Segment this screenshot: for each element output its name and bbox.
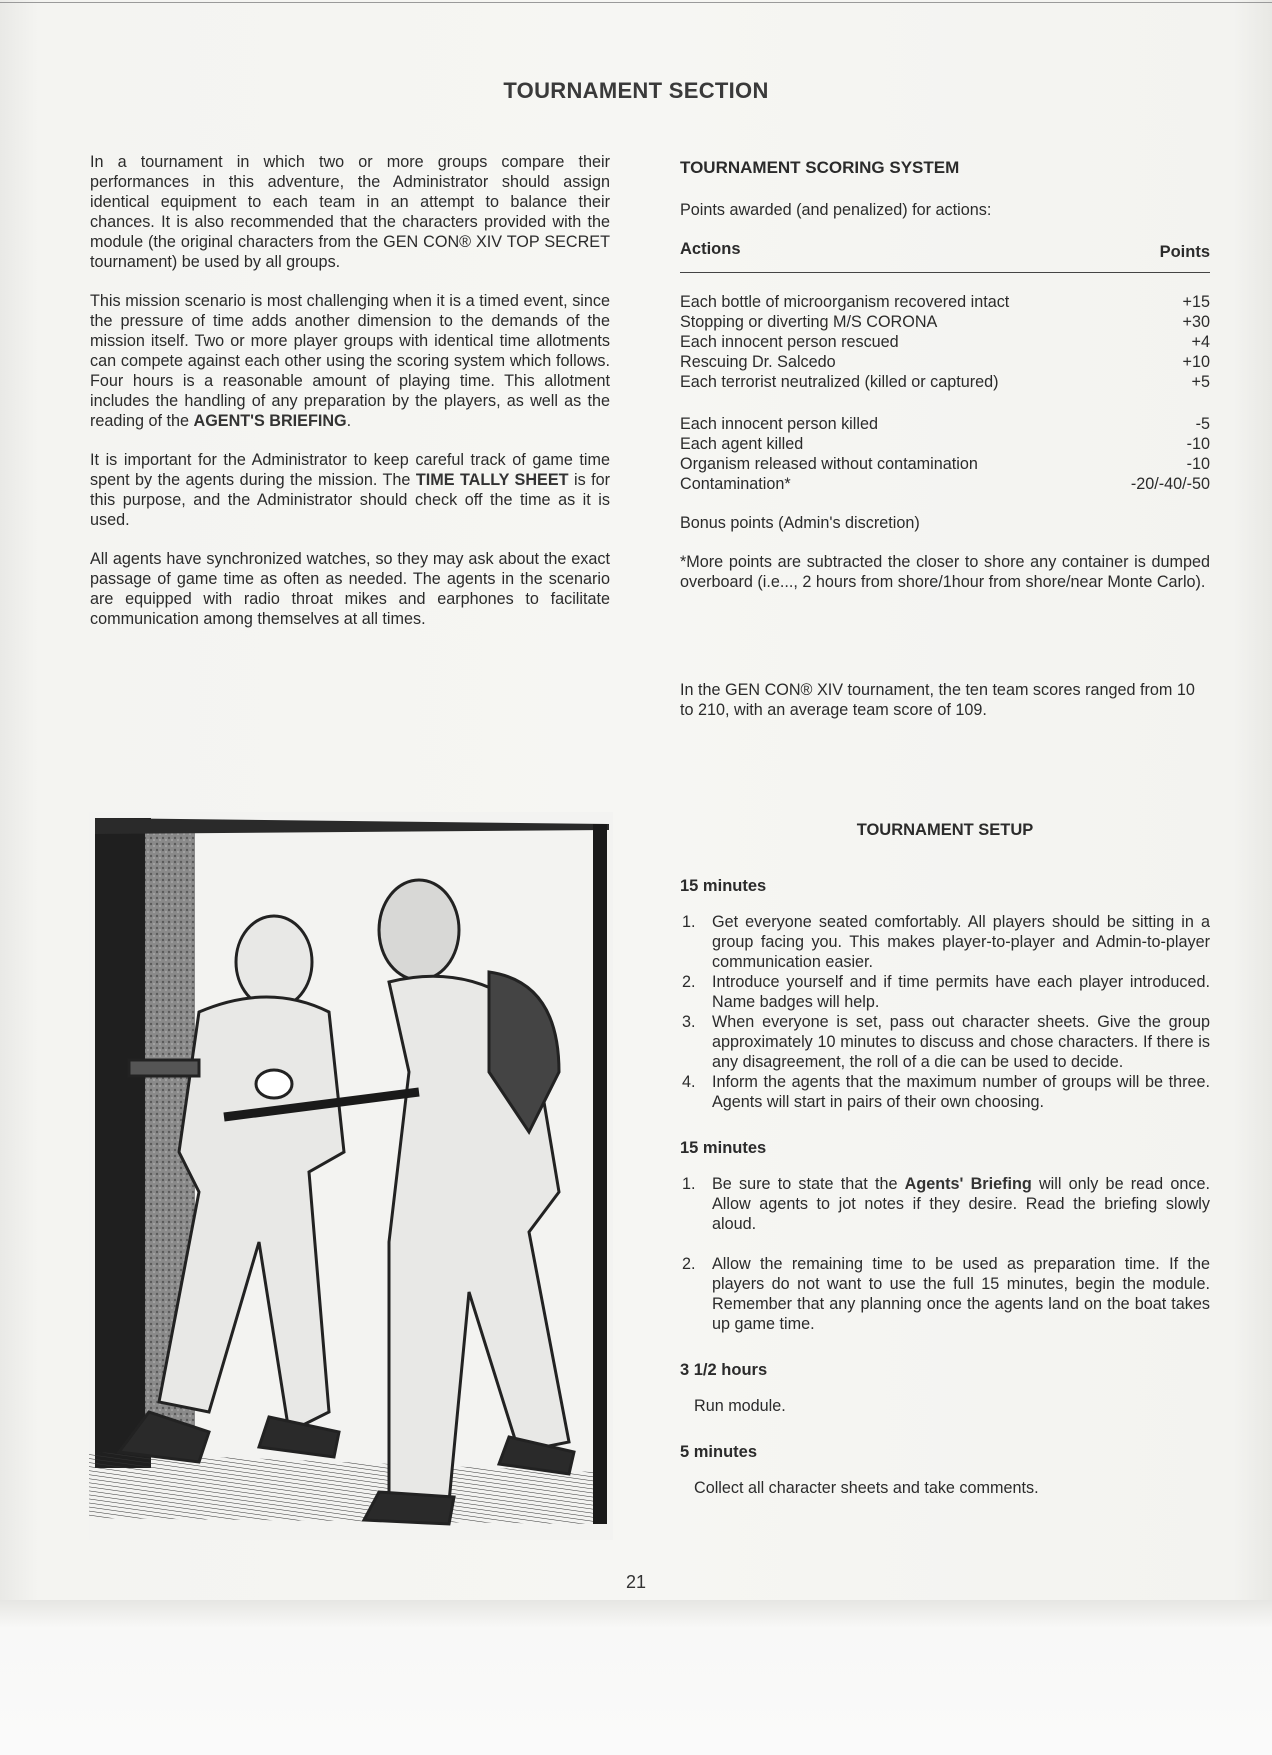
score-row — [680, 292, 1210, 312]
step-text: Get everyone seated comfortably. All players should be sitting in a group facing you. This makes player-to-player and Admin-to-player communication easier. — [712, 913, 1210, 971]
page-title: TOURNAMENT SECTION — [503, 78, 769, 103]
doorframe-right — [593, 824, 607, 1524]
agents-briefing-emphasis: AGENT'S BRIEFING — [193, 412, 347, 430]
score-action: Organism released without contamination — [680, 455, 978, 473]
score-points: +4 — [1191, 333, 1210, 351]
score-points: +5 — [1191, 373, 1210, 391]
score-points: +10 — [1182, 353, 1210, 371]
setup-heading: TOURNAMENT SETUP — [856, 821, 1034, 839]
text-run: Be sure to state that the — [712, 1175, 905, 1193]
setup-section — [680, 820, 1210, 1498]
scoring-intro: Points awarded (and penalized) for actions: — [680, 201, 992, 219]
step-text: Inform the agents that the maximum number of groups will be three. Agents will start in pairs of their own choosing. — [712, 1073, 1210, 1111]
score-action: Each terrorist neutralized (killed or captured) — [680, 373, 999, 391]
step-number: 2. — [682, 1255, 696, 1273]
score-row — [680, 414, 1210, 434]
intro-paragraph-3 — [90, 450, 610, 530]
step-text — [712, 1174, 1210, 1234]
step-text: When everyone is set, pass out character sheets. Give the group approximately 10 minutes to discuss and chose characters. If there is any disagreement, the roll of a die can be used to decide. — [712, 1013, 1210, 1071]
contamination-footnote: *More points are subtracted the closer to shore any container is dumped overboard (i.e..., 2 hours from shore/1hour from shore/near Monte Carlo). — [680, 553, 1210, 591]
agents-illustration — [89, 812, 613, 1540]
text-run: is for this purpose, and the Administrator should check off the time as it is used. — [90, 471, 611, 529]
page-top-edge — [0, 2, 1272, 3]
score-action: Contamination* — [680, 475, 791, 493]
score-action: Rescuing Dr. Salcedo — [680, 353, 836, 371]
score-row — [680, 474, 1210, 494]
text-run: It is important for the Administrator to keep careful track of game time spent by the agents during the mission. The — [90, 451, 610, 489]
score-row — [680, 454, 1210, 474]
score-points: -20/-40/-50 — [1130, 475, 1210, 493]
step-number: 1. — [682, 913, 696, 931]
score-row — [680, 312, 1210, 332]
scoring-table-header — [680, 239, 1210, 262]
page-number: 21 — [625, 1572, 647, 1592]
score-action: Each agent killed — [680, 435, 804, 453]
score-row — [680, 352, 1210, 372]
column-header-actions: Actions — [680, 240, 741, 258]
phase-note: Collect all character sheets and take comments. — [694, 1479, 1039, 1497]
phase-label: 5 minutes — [680, 1443, 758, 1461]
page-margin-bottom — [0, 1600, 1272, 1755]
score-row — [680, 434, 1210, 454]
text-run: This mission scenario is most challenging when it is a timed event, since the pressure of time adds another dimension to the demands of the mission itself. Two or more player groups with identical time allotments can compete against each other using the scoring system which follows. Four hours is a reasonable amount of playing time. This allotment includes the handling of any preparation by the players, as well as the reading of the — [90, 292, 610, 430]
header-divider — [680, 272, 1210, 273]
phase-label: 15 minutes — [680, 1139, 767, 1157]
score-row — [680, 332, 1210, 352]
column-header-points: Points — [1159, 243, 1210, 261]
doorframe-left — [95, 818, 151, 1468]
phase-note: Run module. — [694, 1397, 786, 1415]
step-number: 3. — [682, 1013, 696, 1031]
intro-paragraph-1: In a tournament in which two or more groups compare their performances in this adventure, the Administrator should assign identical equipment to each team in an attempt to balance their chances. It is also recommended that the characters provided with the module (the original characters from the GEN CON® XIV TOP SECRET tournament) be used by all groups. — [90, 153, 610, 271]
phase-steps — [680, 1174, 1210, 1334]
text-run: . — [346, 412, 352, 430]
score-action: Stopping or diverting M/S CORONA — [680, 313, 938, 331]
scoring-heading: TOURNAMENT SCORING SYSTEM — [680, 158, 960, 177]
score-action: Each innocent person rescued — [680, 333, 899, 351]
setup-step — [680, 1012, 1210, 1072]
phase-label: 3 1/2 hours — [680, 1361, 768, 1379]
step-number: 1. — [682, 1175, 696, 1193]
tournament-result-note: In the GEN CON® XIV tournament, the ten team scores ranged from 10 to 210, with an average team score of 109. — [680, 681, 1195, 719]
score-action: Each innocent person killed — [680, 415, 878, 433]
setup-step — [680, 1254, 1210, 1334]
setup-step — [680, 972, 1210, 1012]
intro-paragraph-4: All agents have synchronized watches, so they may ask about the exact passage of game time as often as needed. The agents in the scenario are equipped with radio throat mikes and earphones to facilitate communication among themselves at all times. — [90, 550, 610, 628]
score-row — [680, 372, 1210, 392]
setup-step — [680, 1174, 1210, 1234]
score-points: -10 — [1186, 435, 1210, 453]
step-text: Introduce yourself and if time permits have each player introduced. Name badges will help. — [712, 973, 1210, 1011]
score-points: +30 — [1182, 313, 1210, 331]
scoring-table — [680, 292, 1210, 494]
scoring-section — [680, 158, 1210, 592]
phase-steps — [680, 912, 1210, 1112]
intro-column — [90, 152, 610, 648]
score-points: +15 — [1182, 293, 1210, 311]
text-run: will only be read once. Allow agents to jot notes if they desire. Read the briefing slowly aloud. — [712, 1175, 1210, 1233]
setup-step — [680, 1072, 1210, 1112]
step-number: 2. — [682, 973, 696, 991]
intro-paragraph-2 — [90, 291, 610, 431]
bonus-points-note: Bonus points (Admin's discretion) — [680, 514, 920, 532]
time-tally-sheet-emphasis: TIME TALLY SHEET — [415, 471, 569, 489]
row-spacer — [680, 392, 1210, 414]
phase-label: 15 minutes — [680, 877, 767, 895]
score-points: -10 — [1186, 455, 1210, 473]
score-action: Each bottle of microorganism recovered intact — [680, 293, 1010, 311]
setup-step — [680, 912, 1210, 972]
agents-briefing-emphasis: Agents' Briefing — [904, 1175, 1032, 1193]
illustration-drawing — [89, 812, 613, 1540]
step-text: Allow the remaining time to be used as preparation time. If the players do not want to use the full 15 minutes, begin the module. Remember that any planning once the agents land on the boat takes up game time. — [712, 1255, 1210, 1333]
step-number: 4. — [682, 1073, 696, 1091]
score-points: -5 — [1195, 415, 1210, 433]
